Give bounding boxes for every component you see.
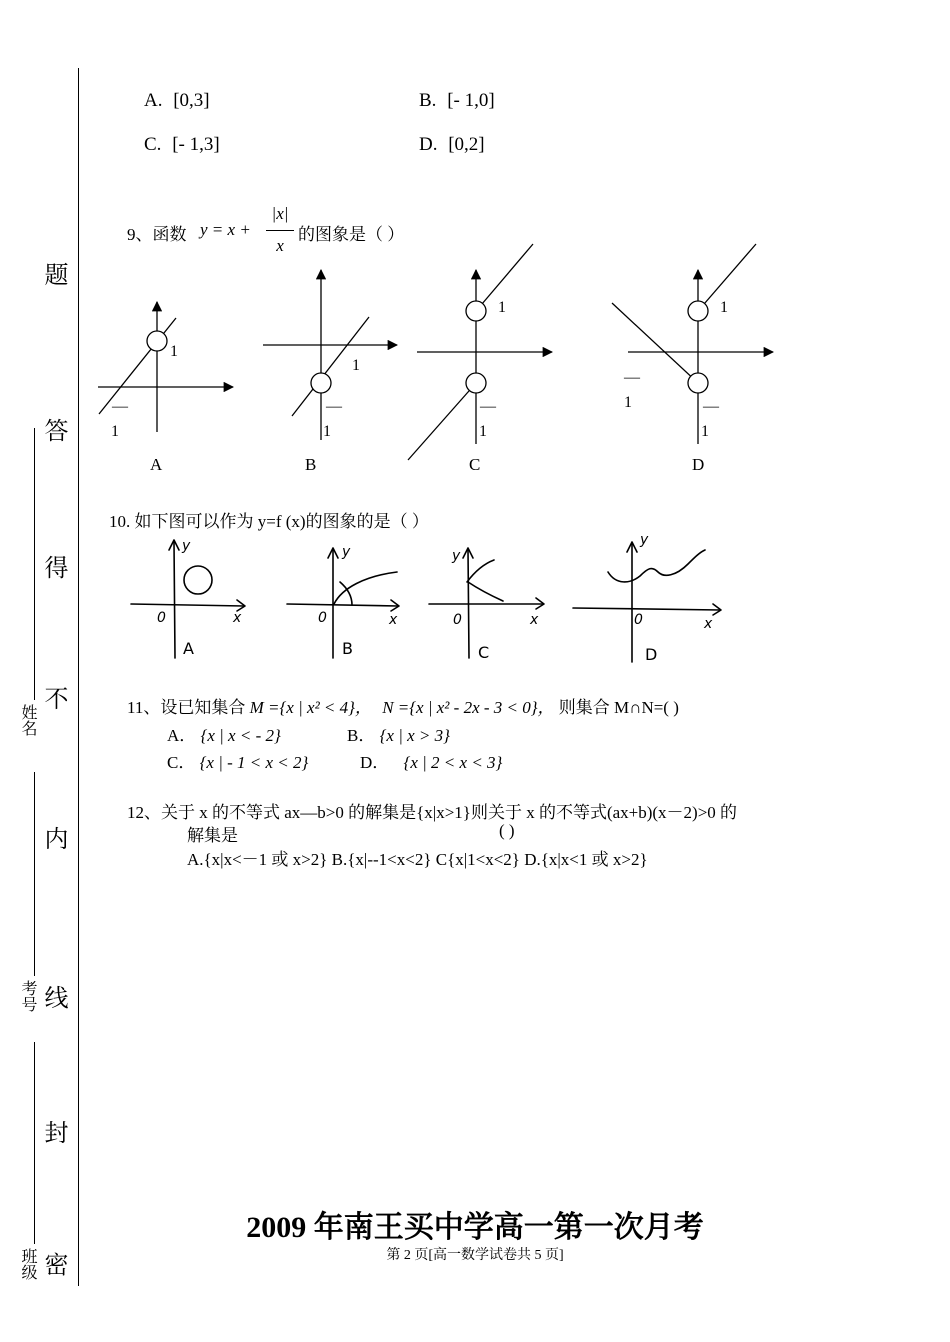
tick-label: 1: [624, 394, 632, 411]
q12-options: A.{x|x<－1 或 x>2} B.{x|--1<x<2} C{x|1<x<2} D.{x|x<1 或 x>2}: [187, 850, 648, 869]
tick-label: —: [703, 398, 719, 415]
q11-suffix: 则集合 M∩N=( ): [558, 698, 679, 717]
axis-label: y: [342, 544, 351, 560]
graph-letter: A: [183, 639, 194, 658]
axis-label: x: [389, 612, 398, 628]
graph-letter: D: [692, 455, 705, 474]
axis-label: 0: [453, 612, 462, 628]
axis-label: 0: [634, 612, 643, 628]
tick-label: 1: [352, 357, 360, 374]
tick-label: 1: [323, 423, 331, 440]
q11-option-c: [167, 748, 308, 773]
graph-letter: D: [645, 645, 658, 664]
graph-letter: A: [150, 455, 163, 474]
q9-prefix: 9、函数: [127, 225, 187, 244]
seal-char: 答: [40, 418, 66, 442]
option-letter: B．: [347, 726, 376, 745]
tick-label: —: [112, 398, 128, 415]
exam-number-field-label: 考号: [19, 980, 36, 1012]
tick-label: 1: [720, 299, 728, 316]
axis-label: y: [452, 548, 461, 564]
seal-char: 不: [40, 686, 66, 710]
option-value: [0,2]: [448, 134, 485, 155]
q12-line-1: 12、关于 x 的不等式 ax—b>0 的解集是{x|x>1}则关于 x 的不等式(ax+b)(x－2)>0 的: [127, 803, 738, 822]
q12-answer-paren: ( ): [499, 821, 515, 840]
q10-text: 10. 如下图可以作为 y=f (x)的图象的是（ ）: [109, 512, 429, 531]
q11-stem: [127, 693, 679, 718]
class-field-label: 班级: [19, 1248, 36, 1280]
q9-suffix: 的图象是（ ）: [298, 225, 405, 244]
option-value: {x | x > 3}: [379, 726, 450, 745]
option-letter: D.: [419, 134, 438, 155]
q11-prefix: 11、设已知集合: [127, 698, 246, 717]
q9-graph-d: [612, 244, 773, 444]
page-info: 第 2 页[高一数学试卷共 5 页]: [386, 1248, 564, 1263]
axis-label: x: [530, 612, 539, 628]
q11-set-n: N ={x | x² - 2x - 3 < 0}，: [382, 698, 555, 717]
tick-label: 1: [479, 423, 487, 440]
option-letter: B.: [419, 90, 437, 111]
q9-formula-lhs: y = x +: [200, 220, 251, 239]
axis-label: y: [640, 532, 649, 548]
graph-letter: C: [478, 643, 490, 662]
axis-label: 0: [318, 610, 327, 626]
tick-label: —: [480, 398, 496, 415]
q12-line-2: 解集是: [187, 826, 238, 845]
tick-label: —: [326, 398, 342, 415]
option-value: [0,3]: [173, 90, 210, 111]
seal-char: 内: [40, 826, 66, 850]
tick-label: 1: [498, 299, 506, 316]
q10-graph-d: [573, 542, 721, 662]
graph-letter: C: [469, 455, 481, 474]
q9-graphs: [0, 0, 950, 500]
tick-label: 1: [170, 343, 178, 360]
graph-letter: B: [342, 639, 353, 658]
option-letter: C.: [144, 134, 162, 155]
exam-title: 2009 年南王买中学高一第一次月考: [246, 1211, 704, 1244]
option-letter: A.: [144, 90, 163, 111]
option-value: {x | x < - 2}: [200, 726, 281, 745]
option-value: {x | 2 < x < 3}: [403, 753, 503, 772]
name-field-label: 姓名: [19, 704, 36, 736]
option-value: [- 1,0]: [447, 90, 495, 111]
seal-char: 题: [40, 262, 66, 286]
seal-char: 得: [40, 555, 66, 579]
q11-option-a: [167, 721, 281, 746]
q11-option-b: [347, 721, 450, 746]
tick-label: 1: [701, 423, 709, 440]
graph-letter: B: [305, 455, 317, 474]
seal-char: 密: [40, 1252, 66, 1276]
axis-label: x: [233, 610, 242, 626]
option-value: [- 1,3]: [172, 134, 220, 155]
q9-fraction-denominator: x: [276, 236, 284, 255]
seal-char: 封: [40, 1120, 66, 1144]
tick-label: —: [624, 369, 640, 386]
axis-label: y: [182, 538, 191, 554]
seal-char: 线: [40, 985, 66, 1009]
exam-number-underline: [34, 772, 35, 976]
axis-label: x: [704, 616, 713, 632]
tick-label: 1: [111, 423, 119, 440]
q11-option-d: [360, 748, 502, 773]
q10-graph-c: [429, 548, 544, 658]
q9-fraction-numerator: |x|: [271, 204, 289, 223]
axis-label: 0: [157, 610, 166, 626]
option-letter: C．: [167, 753, 196, 772]
q11-set-m: M ={x | x² < 4}，: [249, 698, 372, 717]
option-letter: A．: [167, 726, 197, 745]
option-letter: D．: [360, 753, 390, 772]
q10-graphs: [0, 530, 950, 670]
option-value: {x | - 1 < x < 2}: [199, 753, 309, 772]
